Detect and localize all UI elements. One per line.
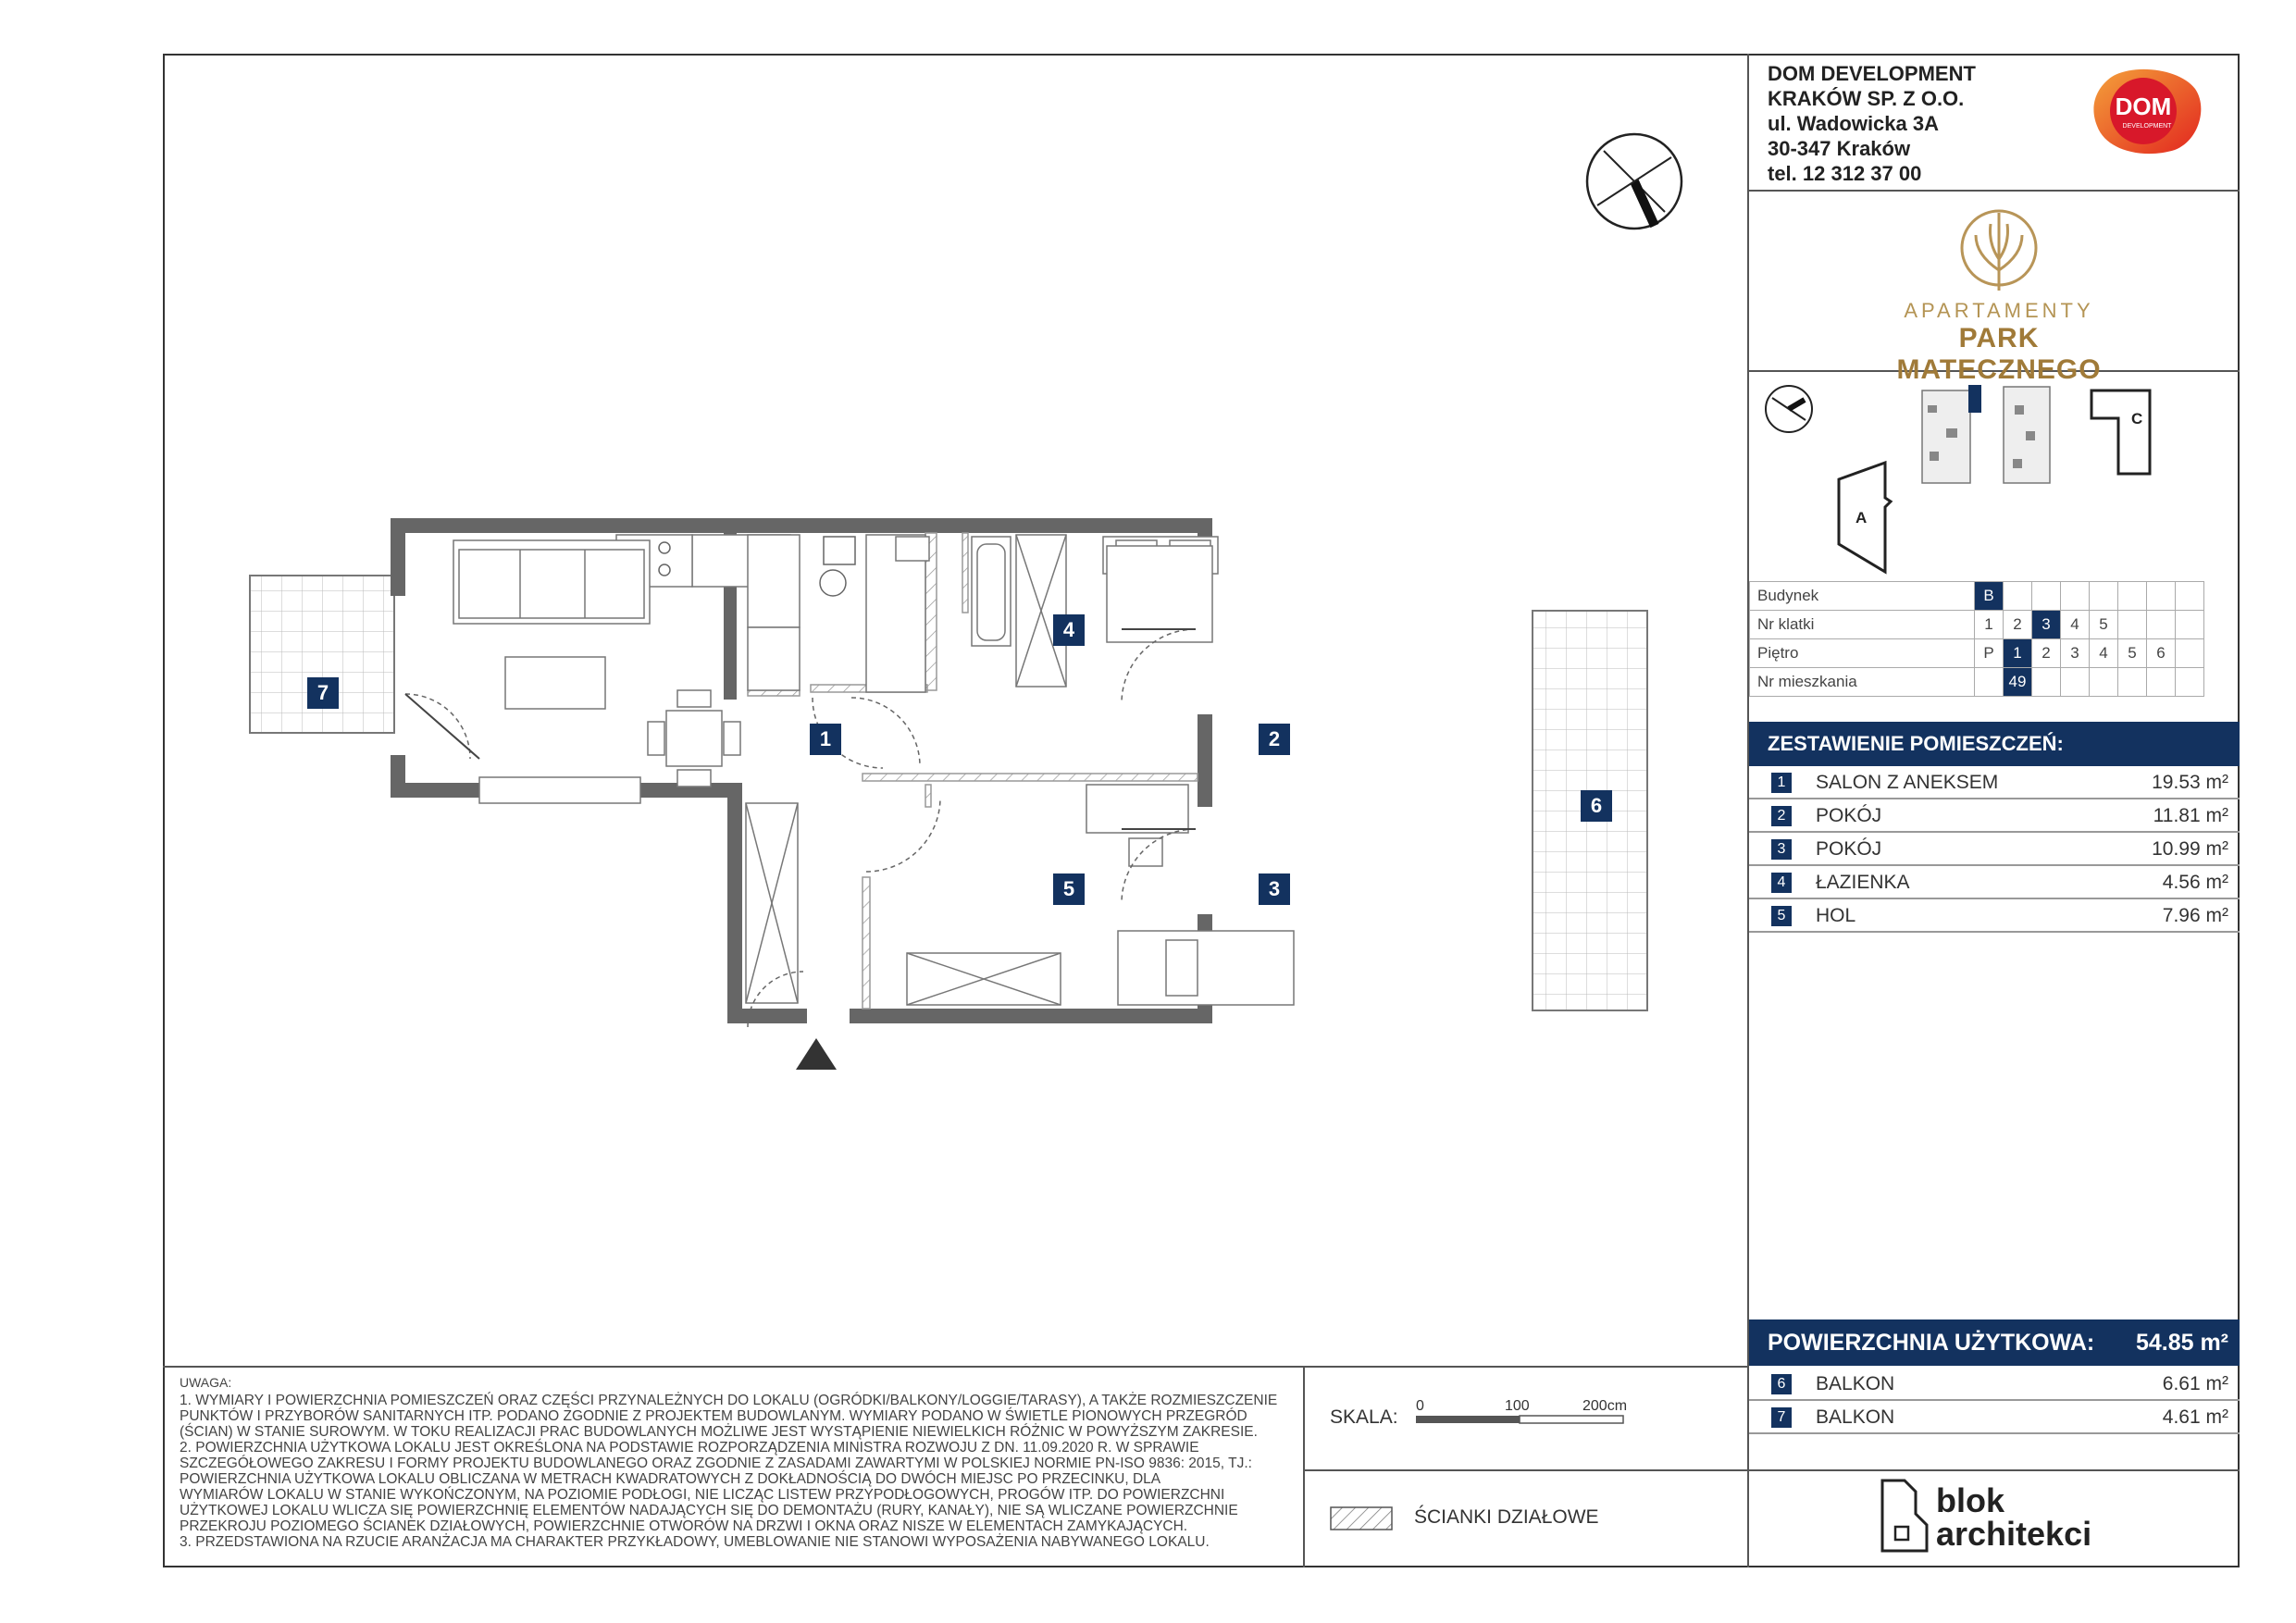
room-area: 7.96 m²: [2162, 905, 2228, 926]
plan-tag-6: 6: [1581, 790, 1612, 822]
klatka-2: 2: [2004, 611, 2032, 639]
budynek-value: B: [1975, 582, 2004, 611]
pietro-5: 5: [2118, 639, 2147, 668]
room-row: [1749, 799, 2240, 833]
room-number: 3: [1771, 839, 1792, 860]
logo-development-text: DEVELOPMENT: [2122, 123, 2172, 130]
usable-area-value: 54.85 m²: [2135, 1330, 2228, 1356]
room-number: 4: [1771, 873, 1792, 893]
room-name: HOL: [1816, 905, 1856, 926]
project-logo: [1860, 205, 2138, 385]
balcony-row: [1749, 1368, 2240, 1401]
pietro-label: Piętro: [1750, 639, 1975, 668]
divider: [163, 1366, 1749, 1368]
room-number: 1: [1771, 773, 1792, 793]
plan-tag-7: 7: [307, 677, 339, 709]
plan-tag-5: 5: [1053, 873, 1085, 905]
room-name: POKÓJ: [1816, 838, 1882, 860]
rooms-header: ZESTAWIENIE POMIESZCZEŃ:: [1749, 722, 2240, 766]
pietro-4: 4: [2090, 639, 2118, 668]
plan-tag-3: 3: [1259, 873, 1290, 905]
balcony-area: 6.61 m²: [2162, 1373, 2228, 1394]
usable-area-bar: [1749, 1319, 2240, 1366]
divider: [1747, 190, 2240, 192]
pietro-3: 3: [2061, 639, 2090, 668]
scale-bar: [1410, 1395, 1642, 1432]
note-line: PUNKTÓW I PRZYBORÓW SANITARNYCH ITP. PODANO ZGODNIE Z PROJEKTEM BUDOWLANYM. WYMIARY PODANO W ŚWIETLE PIONOWYCH PRZEGRÓD: [180, 1408, 1247, 1424]
note-line: (ŚCIAN) W STANIE SUROWYM. W TOKU REALIZACJI PRAC BUDOWLANYCH MOŻLIWE JEST WYSTĄPIENIE NIEWIELKICH RÓŻNIC W POWYŻSZYM ZAKRESIE.: [180, 1424, 1258, 1440]
note-line: SZCZEGÓŁOWEGO ZAKRESU I FORMY PROJEKTU BUDOWLANEGO ORAZ ZGODNIE Z ZASADAMI ZAWARTYMI W POLSKIEJ NORMIE PN-ISO 9836: 2015, TJ.:: [180, 1456, 1252, 1471]
architect-line2: architekci: [1936, 1515, 2092, 1553]
note-line: WYMIARÓW LOKALU W STANIE WYKOŃCZONYM, NA POZIOMIE PODŁOGI, NIE LICZĄC LISTEW PRZYPODŁOGOWYCH, PROGÓW ITP. DO POWIERZCHNI: [180, 1487, 1225, 1503]
company-name: DOM DEVELOPMENT: [1768, 62, 1976, 85]
logo-dom-text: DOM: [2115, 93, 2172, 120]
pietro-6: 6: [2147, 639, 2176, 668]
budynek-label: Budynek: [1750, 582, 1975, 611]
north-compass-icon: [1582, 130, 1686, 233]
room-number: 2: [1771, 806, 1792, 826]
entrance-arrow: [796, 1038, 837, 1070]
divider: [1303, 1366, 1305, 1567]
klatka-1: 1: [1975, 611, 2004, 639]
scale-tick-0: 0: [1416, 1398, 1424, 1414]
room-area: 19.53 m²: [2152, 772, 2228, 793]
mieszkanie-label: Nr mieszkania: [1750, 668, 1975, 697]
company-legal: KRAKÓW SP. Z O.O.: [1768, 87, 1965, 110]
room-row: [1749, 833, 2240, 866]
room-row: [1749, 766, 2240, 799]
architect-line1: blok: [1936, 1481, 2005, 1519]
notes: [180, 1375, 1299, 1550]
room-name: ŁAZIENKA: [1816, 872, 1910, 893]
partition-hatch-icon: [1330, 1506, 1393, 1530]
note-line: PRZEKROJU POZIOMEGO ŚCIANEK DZIAŁOWYCH, POWIERZCHNIE OTWORÓW NA DRZWI I OKNA ORAZ NISZE W ELEMENTACH ZAMYKAJĄCYCH.: [180, 1518, 1188, 1534]
building-c-label: C: [2131, 410, 2143, 427]
tree-icon: [1957, 205, 2041, 294]
pietro-p: P: [1975, 639, 2004, 668]
company-city: 30-347 Kraków: [1768, 137, 1911, 160]
company-phone: tel. 12 312 37 00: [1768, 162, 1922, 185]
balcony-name: BALKON: [1816, 1406, 1895, 1428]
klatka-4: 4: [2061, 611, 2090, 639]
project-subtitle: APARTAMENTY: [1904, 299, 2094, 322]
room-name: POKÓJ: [1816, 805, 1882, 826]
note-line: 3. PRZEDSTAWIONA NA RZUCIE ARANŻACJA MA CHARAKTER PRZYKŁADOWY, UMEBLOWANIE NIE STANOWI WYPOSAŻENIA NABYWANEGO LOKALU.: [180, 1534, 1210, 1550]
klatka-5: 5: [2090, 611, 2118, 639]
balcony-area: 4.61 m²: [2162, 1406, 2228, 1428]
dom-development-logo: [2090, 67, 2204, 155]
room-number: 5: [1771, 906, 1792, 926]
mieszkanie-value: 49: [2004, 668, 2032, 697]
balcony-number: 6: [1771, 1374, 1792, 1394]
klatka-label: Nr klatki: [1750, 611, 1975, 639]
balcony-number: 7: [1771, 1407, 1792, 1428]
room-name: SALON Z ANEKSEM: [1816, 772, 1999, 793]
scale-tick-100: 100: [1505, 1398, 1530, 1414]
room-area: 4.56 m²: [2162, 872, 2228, 893]
building-a-label: A: [1855, 509, 1868, 527]
company-street: ul. Wadowicka 3A: [1768, 112, 1940, 135]
scale-tick-200: 200cm: [1582, 1398, 1628, 1414]
note-line: 1. WYMIARY I POWIERZCHNIA POMIESZCZEŃ ORAZ CZĘŚCI PRZYNALEŻNYCH DO LOKALU (OGRÓDKI/BALKONY/LOGGIE/TARASY), A TAKŻE ROZMIESZCZENIE: [180, 1393, 1278, 1408]
floor-plan: [241, 509, 1555, 1083]
notes-title: UWAGA:: [180, 1375, 232, 1390]
room-row: [1749, 899, 2240, 933]
note-line: 2. POWIERZCHNIA UŻYTKOWA LOKALU JEST OKREŚLONA NA PODSTAWIE ROZPORZĄDZENIA MINISTRA ROZWOJU Z DN. 11.09.2020 R. W SPRAWIE: [180, 1440, 1199, 1456]
site-plan: [1763, 378, 2226, 576]
plan-tag-4: 4: [1053, 614, 1085, 646]
pietro-1: 1: [2004, 639, 2032, 668]
location-table: [1749, 581, 2204, 697]
note-line: UŻYTKOWEJ LOKALU WLICZA SIĘ POWIERZCHNIĘ ELEMENTÓW NADAJĄCYCH SIĘ DO DEMONTAŻU (RURY, KANAŁY), NIE SĄ WLICZANE POWIERZCHNIE: [180, 1503, 1238, 1518]
divider: [1303, 1469, 2240, 1471]
balcony-7: [250, 576, 394, 733]
room-area: 10.99 m²: [2152, 838, 2228, 860]
note-line: POWIERZCHNIA UŻYTKOWA LOKALU OBLICZANA W METRACH KWADRATOWYCH Z DOKŁADNOŚCIĄ DO DWÓCH MIEJSC PO PRZECINKU, DLA: [180, 1471, 1161, 1487]
scale-label: SKALA:: [1330, 1406, 1398, 1428]
pietro-2: 2: [2032, 639, 2061, 668]
usable-area-label: POWIERZCHNIA UŻYTKOWA:: [1768, 1330, 2095, 1356]
plan-tag-2: 2: [1259, 724, 1290, 755]
balcony-name: BALKON: [1816, 1373, 1895, 1394]
room-area: 11.81 m²: [2153, 805, 2228, 826]
balcony-row: [1749, 1401, 2240, 1434]
klatka-3: 3: [2032, 611, 2061, 639]
architect-logo-icon: [1877, 1477, 1932, 1555]
project-title: PARK MATECZNEGO: [1896, 323, 2102, 385]
company-address: [1768, 61, 1976, 186]
room-row: [1749, 866, 2240, 899]
plan-tag-1: 1: [810, 724, 841, 755]
legend-label: ŚCIANKI DZIAŁOWE: [1414, 1506, 1599, 1528]
